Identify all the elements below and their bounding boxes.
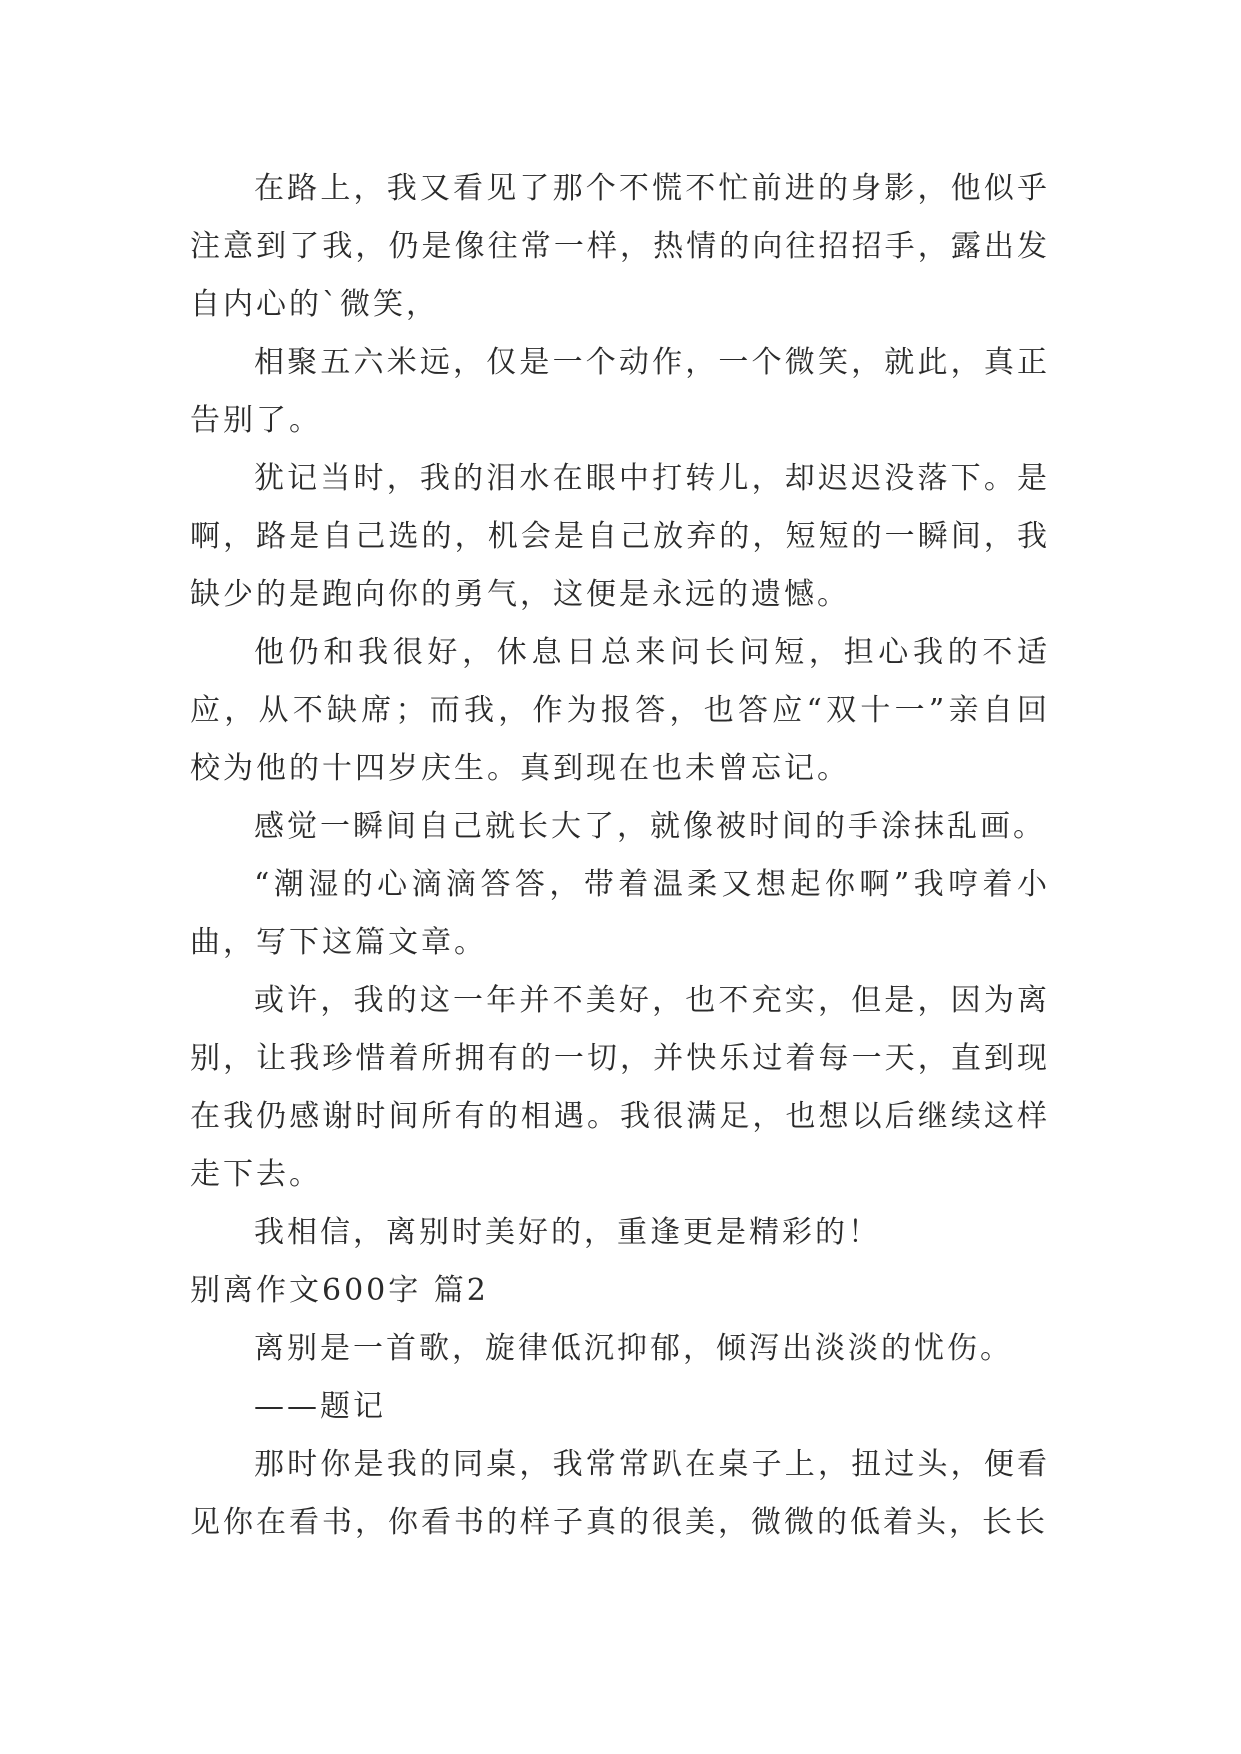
paragraph: 或许，我的这一年并不美好，也不充实，但是，因为离别，让我珍惜着所拥有的一切，并快乐过着每一天，直到现在我仍感谢时间所有的相遇。我很满足，也想以后继续这样走下去。 — [190, 983, 1050, 1192]
paragraph: 那时你是我的同桌，我常常趴在桌子上，扭过头，便看见你在看书，你看书的样子真的很美，微微的低着头，长长 — [190, 1447, 1050, 1540]
paragraph: 感觉一瞬间自己就长大了，就像被时间的手涂抹乱画。 — [254, 809, 1046, 844]
paragraph: 在路上，我又看见了那个不慌不忙前进的身影，他似乎注意到了我，仍是像往常一样，热情的向往招招手，露出发自内心的`微笑， — [190, 171, 1050, 322]
epigraph-attribution: ——题记 — [254, 1389, 386, 1424]
paragraph: 相聚五六米远，仅是一个动作，一个微笑，就此，真正告别了。 — [190, 345, 1050, 438]
paragraph: 犹记当时，我的泪水在眼中打转儿，却迟迟没落下。是啊，路是自己选的，机会是自己放弃的，短短的一瞬间，我缺少的是跑向你的勇气，这便是永远的遗憾。 — [190, 461, 1050, 612]
paragraph: 离别是一首歌，旋律低沉抑郁，倾泻出淡淡的忧伤。 — [254, 1331, 1013, 1366]
paragraph: “潮湿的心滴滴答答，带着温柔又想起你啊”我哼着小曲，写下这篇文章。 — [190, 867, 1050, 960]
paragraph: 他仍和我很好，休息日总来问长问短，担心我的不适应，从不缺席；而我，作为报答，也答应“双十一”亲自回校为他的十四岁庆生。真到现在也未曾忘记。 — [190, 635, 1050, 786]
paragraph: 我相信，离别时美好的，重逢更是精彩的！ — [254, 1215, 881, 1250]
section-heading: 别离作文600字 篇2 — [190, 1273, 489, 1308]
article-body — [190, 160, 1050, 1552]
